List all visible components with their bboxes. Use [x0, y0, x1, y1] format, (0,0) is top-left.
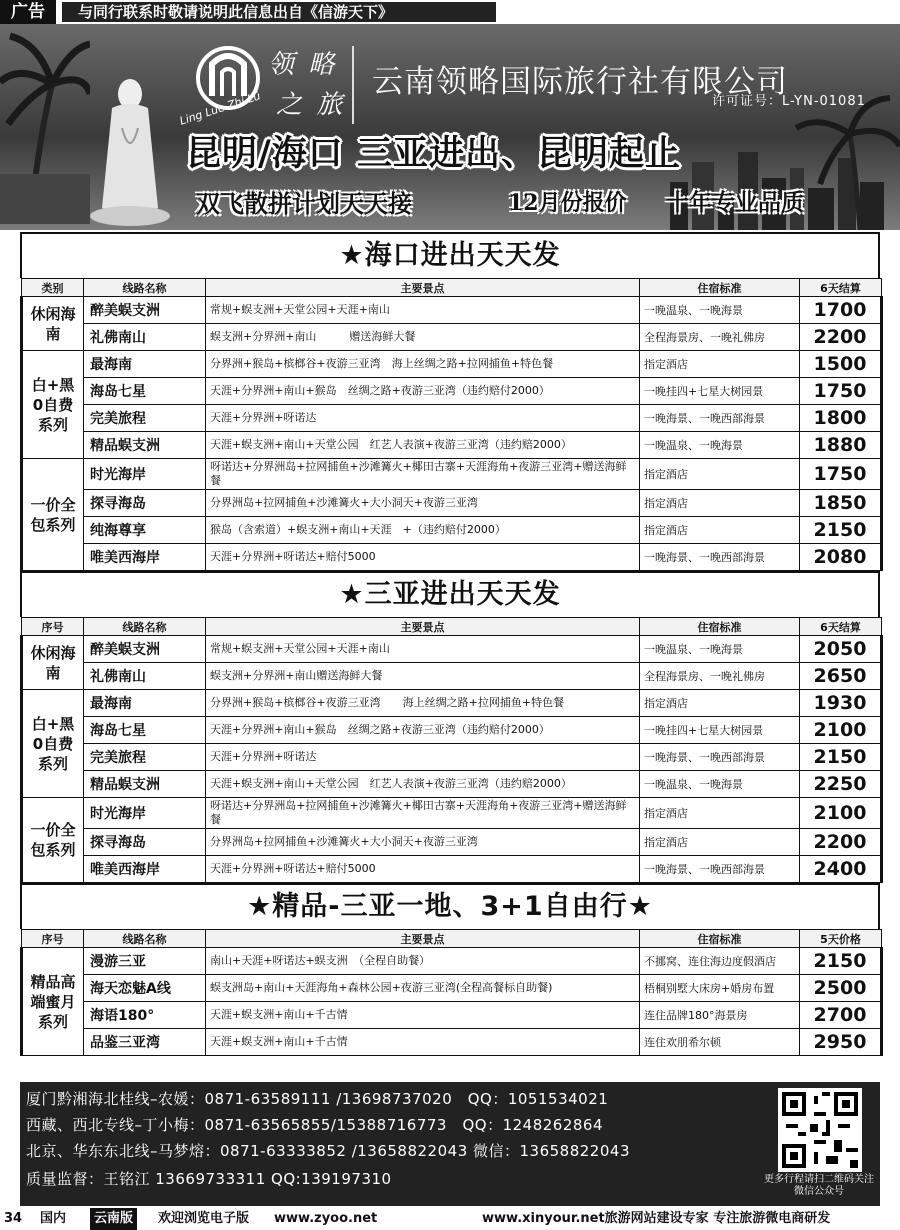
guanyin-statue-icon [82, 68, 178, 228]
footer-browse: 欢迎浏览电子版 [158, 1211, 250, 1226]
header-banner [0, 24, 900, 230]
route-spots: 分界洲岛+拉网捕鱼+沙滩篝火+大小洞天+夜游三亚湾 [206, 829, 640, 856]
table-row [22, 432, 882, 459]
route-hotel: 连住品牌180°海景房 [640, 1002, 800, 1029]
contact-line: 厦门黔湘海北桂线–农媛：0871-63589111 /13698737020 QQ：1051534021 [26, 1090, 609, 1108]
table-header-row [22, 930, 882, 948]
route-spots: 天涯+分界洲+呀诺达+赔付5000 [206, 856, 640, 883]
route-price: 2400 [800, 856, 882, 883]
logo-divider [352, 46, 354, 124]
route-hotel: 指定酒店 [640, 517, 800, 544]
page-number: 34 [4, 1211, 23, 1226]
palm-tree-left-icon [0, 24, 90, 224]
route-hotel: 一晚海景、一晚西部海景 [640, 405, 800, 432]
route-spots: 天涯+蜈支洲+南山+天堂公园 红艺人表演+夜游三亚湾（违约赔2000） [206, 771, 640, 798]
company-name: 云南领略国际旅行社有限公司 [372, 64, 788, 100]
route-name: 品鉴三亚湾 [84, 1029, 206, 1056]
route-name: 漫游三亚 [84, 948, 206, 975]
route-hotel: 指定酒店 [640, 829, 800, 856]
license-number: 许可证号：L-YN-01081 [712, 94, 866, 109]
route-price: 2950 [800, 1029, 882, 1056]
route-price: 1800 [800, 405, 882, 432]
route-name: 海岛七星 [84, 378, 206, 405]
route-hotel: 全程海景房、一晚礼佛房 [640, 324, 800, 351]
route-hotel: 指定酒店 [640, 351, 800, 378]
route-hotel: 一晚挂四+七星大树园景 [640, 378, 800, 405]
route-price: 2050 [800, 636, 882, 663]
route-name: 海岛七星 [84, 717, 206, 744]
col-header: 6天结算 [800, 279, 882, 297]
route-spots: 天涯+分界洲+呀诺达 [206, 405, 640, 432]
subheadline-month: 12月份报价 [508, 190, 627, 216]
route-name: 礼佛南山 [84, 324, 206, 351]
route-spots: 呀诺达+分界洲岛+拉网捕鱼+沙滩篝火+椰田古寨+天涯海角+夜游三亚湾+赠送海鲜餐 [206, 798, 640, 829]
route-name: 探寻海岛 [84, 490, 206, 517]
table-row [22, 690, 882, 717]
route-price: 2100 [800, 798, 882, 829]
route-price: 2080 [800, 544, 882, 571]
route-spots: 天涯+蜈支洲+南山+千古情 [206, 1029, 640, 1056]
route-name: 时光海岸 [84, 459, 206, 490]
col-header: 6天结算 [800, 618, 882, 636]
route-name: 纯海尊享 [84, 517, 206, 544]
logo-name-line1: 领 略 [268, 50, 338, 80]
route-name: 海语180° [84, 1002, 206, 1029]
route-price: 1850 [800, 490, 882, 517]
table-row [22, 744, 882, 771]
route-price: 1880 [800, 432, 882, 459]
route-name: 探寻海岛 [84, 829, 206, 856]
col-header: 线路名称 [84, 618, 206, 636]
route-hotel: 不挪窝、连住海边度假酒店 [640, 948, 800, 975]
route-spots: 南山+天涯+呀诺达+蜈支洲 （全程自助餐） [206, 948, 640, 975]
subheadline-daily: 双飞散拼计划天天接 [196, 190, 412, 218]
price-tables [20, 232, 880, 1082]
route-name: 完美旅程 [84, 405, 206, 432]
route-spots: 常规+蜈支洲+天堂公园+天涯+南山 [206, 636, 640, 663]
route-hotel: 一晚温泉、一晚海景 [640, 636, 800, 663]
col-header: 线路名称 [84, 930, 206, 948]
table-row [22, 636, 882, 663]
route-name: 精品蜈支洲 [84, 771, 206, 798]
ad-label: 广告 [0, 0, 56, 24]
route-spots: 天涯+分界洲+呀诺达 [206, 744, 640, 771]
table-row [22, 948, 882, 975]
table-row [22, 1002, 882, 1029]
route-name: 时光海岸 [84, 798, 206, 829]
route-price: 2250 [800, 771, 882, 798]
route-price: 2100 [800, 717, 882, 744]
route-spots: 天涯+分界洲+南山+猴岛 丝绸之路+夜游三亚湾（违约赔付2000） [206, 378, 640, 405]
table-row [22, 975, 882, 1002]
route-price: 1700 [800, 297, 882, 324]
contact-panel [20, 1082, 880, 1206]
table-row [22, 544, 882, 571]
route-hotel: 指定酒店 [640, 490, 800, 517]
category-cell: 一价全包系列 [22, 459, 84, 571]
category-cell: 休闲海南 [22, 297, 84, 351]
route-hotel: 指定酒店 [640, 798, 800, 829]
contact-line: 北京、华东东北线–马梦熔：0871-63333852 /13658822043 微信：13658822043 [26, 1142, 630, 1160]
col-header: 住宿标准 [640, 618, 800, 636]
qr-code-icon [778, 1088, 862, 1172]
source-notice: 与同行联系时敬请说明此信息出自《信游天下》 [62, 2, 496, 22]
table-row [22, 829, 882, 856]
table-row [22, 378, 882, 405]
route-spots: 天涯+分界洲+呀诺达+赔付5000 [206, 544, 640, 571]
route-hotel: 全程海景房、一晚礼佛房 [640, 663, 800, 690]
table-haikou [20, 278, 883, 571]
headline: 昆明/海口 三亚进出、昆明起止 [186, 134, 681, 174]
route-hotel: 梧桐别墅大床房+婚房布置 [640, 975, 800, 1002]
footer-edition: 云南版 [90, 1208, 137, 1230]
route-name: 海天恋魅A线 [84, 975, 206, 1002]
route-name: 醉美蜈支洲 [84, 297, 206, 324]
route-price: 1500 [800, 351, 882, 378]
section-title-haikou: ★海口进出天天发 [20, 232, 880, 278]
route-name: 最海南 [84, 690, 206, 717]
contact-line: 质量监督：王铭江 13669733311 QQ:139197310 [26, 1170, 392, 1188]
route-hotel: 一晚温泉、一晚海景 [640, 771, 800, 798]
contact-line: 西藏、西北专线–丁小梅：0871-63565855/15388716773 QQ：1248262864 [26, 1116, 604, 1134]
route-hotel: 指定酒店 [640, 459, 800, 490]
category-cell: 白+黑0自费系列 [22, 690, 84, 798]
route-spots: 分界洲+猴岛+槟榔谷+夜游三亚湾 海上丝绸之路+拉网捕鱼+特色餐 [206, 690, 640, 717]
top-bar [0, 0, 900, 24]
col-header: 序号 [22, 618, 84, 636]
route-price: 2650 [800, 663, 882, 690]
table-row [22, 856, 882, 883]
table-row [22, 351, 882, 378]
route-price: 1750 [800, 459, 882, 490]
route-hotel: 指定酒店 [640, 690, 800, 717]
route-hotel: 一晚温泉、一晚海景 [640, 432, 800, 459]
col-header: 序号 [22, 930, 84, 948]
route-spots: 分界洲+猴岛+槟榔谷+夜游三亚湾 海上丝绸之路+拉网捕鱼+特色餐 [206, 351, 640, 378]
footer-site-link[interactable]: www.zyoo.net [274, 1211, 378, 1226]
route-price: 2200 [800, 324, 882, 351]
col-header: 主要景点 [206, 930, 640, 948]
route-hotel: 一晚海景、一晚西部海景 [640, 744, 800, 771]
col-header: 主要景点 [206, 279, 640, 297]
route-hotel: 一晚海景、一晚西部海景 [640, 856, 800, 883]
route-hotel: 连住欢朋希尔顿 [640, 1029, 800, 1056]
table-row [22, 717, 882, 744]
route-price: 2150 [800, 948, 882, 975]
route-name: 精品蜈支洲 [84, 432, 206, 459]
route-spots: 蜈支洲+分界洲+南山赠送海鲜大餐 [206, 663, 640, 690]
route-hotel: 一晚挂四+七星大树园景 [640, 717, 800, 744]
col-header: 住宿标准 [640, 930, 800, 948]
col-header: 住宿标准 [640, 279, 800, 297]
route-name: 礼佛南山 [84, 663, 206, 690]
route-hotel: 一晚温泉、一晚海景 [640, 297, 800, 324]
palm-tree-right-icon [790, 94, 900, 230]
route-spots: 天涯+蜈支洲+南山+天堂公园 红艺人表演+夜游三亚湾（违约赔2000） [206, 432, 640, 459]
col-header: 线路名称 [84, 279, 206, 297]
table-sanya [20, 617, 883, 883]
table-row [22, 490, 882, 517]
table-row [22, 1029, 882, 1056]
route-spots: 猴岛（含索道）+蜈支洲+南山+天涯 +（违约赔付2000） [206, 517, 640, 544]
route-spots: 蜈支洲+分界洲+南山 赠送海鲜大餐 [206, 324, 640, 351]
route-spots: 蜈支洲岛+南山+天涯海角+森林公园+夜游三亚湾(全程高餐标自助餐) [206, 975, 640, 1002]
table-free-travel [20, 929, 883, 1056]
route-price: 2500 [800, 975, 882, 1002]
category-cell: 白+黑0自费系列 [22, 351, 84, 459]
logo-subtitle: Ling Lue Zhi Lü [178, 89, 263, 128]
col-header: 类别 [22, 279, 84, 297]
route-price: 1750 [800, 378, 882, 405]
page-footer [0, 1208, 900, 1230]
table-row [22, 297, 882, 324]
route-spots: 天涯+分界洲+南山+猴岛 丝绸之路+夜游三亚湾（违约赔付2000） [206, 717, 640, 744]
subheadline-quality: 十年专业品质 [666, 190, 804, 216]
footer-region: 国内 [40, 1211, 67, 1226]
table-row [22, 798, 882, 829]
col-header: 主要景点 [206, 618, 640, 636]
col-header: 5天价格 [800, 930, 882, 948]
logo-name-line2: 之 旅 [276, 90, 346, 120]
section-title-free-travel: ★精品-三亚一地、3+1自由行★ [20, 883, 880, 929]
route-price: 2150 [800, 744, 882, 771]
route-spots: 常规+蜈支洲+天堂公园+天涯+南山 [206, 297, 640, 324]
route-name: 完美旅程 [84, 744, 206, 771]
table-row [22, 324, 882, 351]
route-spots: 分界洲岛+拉网捕鱼+沙滩篝火+大小洞天+夜游三亚湾 [206, 490, 640, 517]
category-cell: 休闲海南 [22, 636, 84, 690]
route-name: 唯美西海岸 [84, 856, 206, 883]
section-title-sanya: ★三亚进出天天发 [20, 571, 880, 617]
category-cell: 一价全包系列 [22, 798, 84, 883]
route-name: 最海南 [84, 351, 206, 378]
table-row [22, 771, 882, 798]
route-spots: 呀诺达+分界洲岛+拉网捕鱼+沙滩篝火+椰田古寨+天涯海角+夜游三亚湾+赠送海鲜餐 [206, 459, 640, 490]
table-header-row [22, 618, 882, 636]
route-price: 1930 [800, 690, 882, 717]
table-row [22, 517, 882, 544]
route-spots: 天涯+蜈支洲+南山+千古情 [206, 1002, 640, 1029]
category-cell: 精品高端蜜月系列 [22, 948, 84, 1056]
route-price: 2200 [800, 829, 882, 856]
table-row [22, 405, 882, 432]
table-row [22, 663, 882, 690]
route-name: 醉美蜈支洲 [84, 636, 206, 663]
route-price: 2150 [800, 517, 882, 544]
table-header-row [22, 279, 882, 297]
route-hotel: 一晚海景、一晚西部海景 [640, 544, 800, 571]
table-row [22, 459, 882, 490]
footer-right-link[interactable]: www.xinyour.net旅游网站建设专家 专注旅游微电商研发 [482, 1211, 831, 1226]
qr-caption: 更多行程请扫二维码关注微信公众号 [764, 1174, 874, 1197]
route-price: 2700 [800, 1002, 882, 1029]
route-name: 唯美西海岸 [84, 544, 206, 571]
